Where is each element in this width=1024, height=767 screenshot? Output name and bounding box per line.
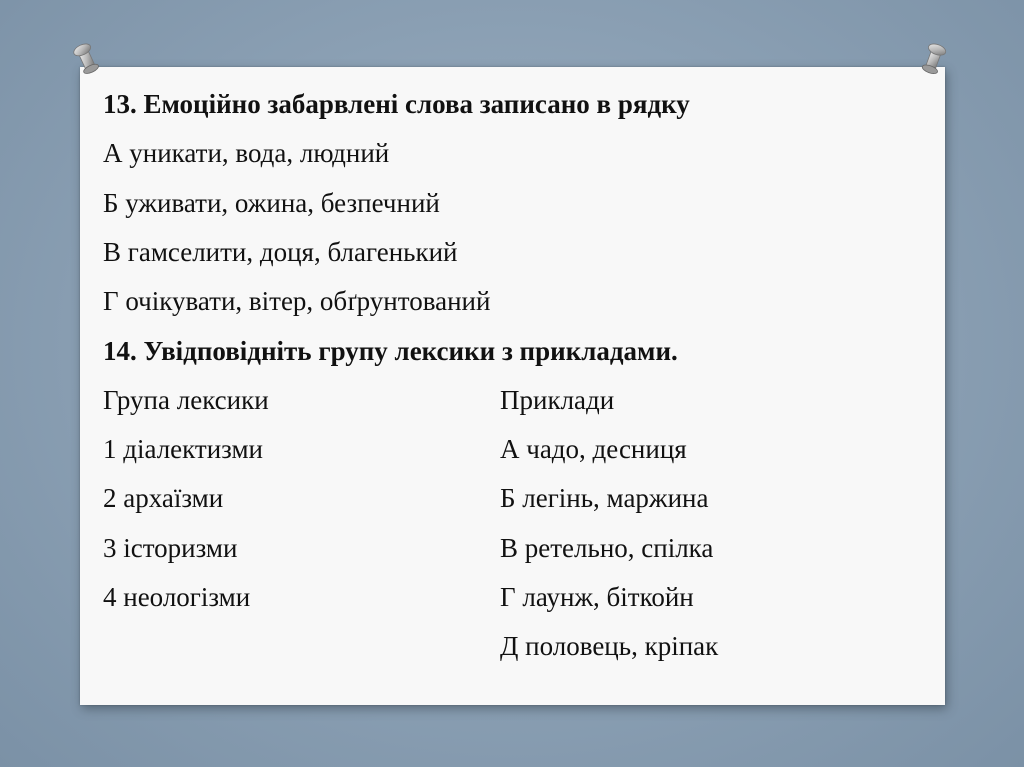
- q14-example-c: В ретельно, спілка: [500, 533, 714, 563]
- q13-option-a: А уникати, вода, людний: [103, 138, 390, 168]
- q14-left-header: Група лексики: [103, 385, 269, 415]
- q13-option-d: Г очікувати, вітер, обґрунтований: [103, 286, 491, 316]
- q14-example-e: Д половець, кріпак: [500, 631, 719, 661]
- q14-group-2: 2 архаїзми: [103, 483, 224, 513]
- pin-icon: [914, 38, 954, 78]
- q14-right-header: Приклади: [500, 385, 615, 415]
- q14-title: 14. Увідповідніть групу лексики з прикладами.: [103, 336, 678, 366]
- q13-option-b: Б уживати, ожина, безпечний: [103, 188, 440, 218]
- q14-example-d: Г лаунж, біткойн: [500, 582, 694, 612]
- q14-example-b: Б легінь, маржина: [500, 483, 709, 513]
- q13-option-c: В гамселити, доця, благенький: [103, 237, 458, 267]
- q14-group-4: 4 неологізми: [103, 582, 251, 612]
- q14-example-a: А чадо, десниця: [500, 434, 687, 464]
- pin-icon: [66, 38, 106, 78]
- q14-group-1: 1 діалектизми: [103, 434, 263, 464]
- q13-title: 13. Емоційно забарвлені слова записано в рядку: [103, 89, 690, 119]
- q14-group-3: 3 історизми: [103, 533, 238, 563]
